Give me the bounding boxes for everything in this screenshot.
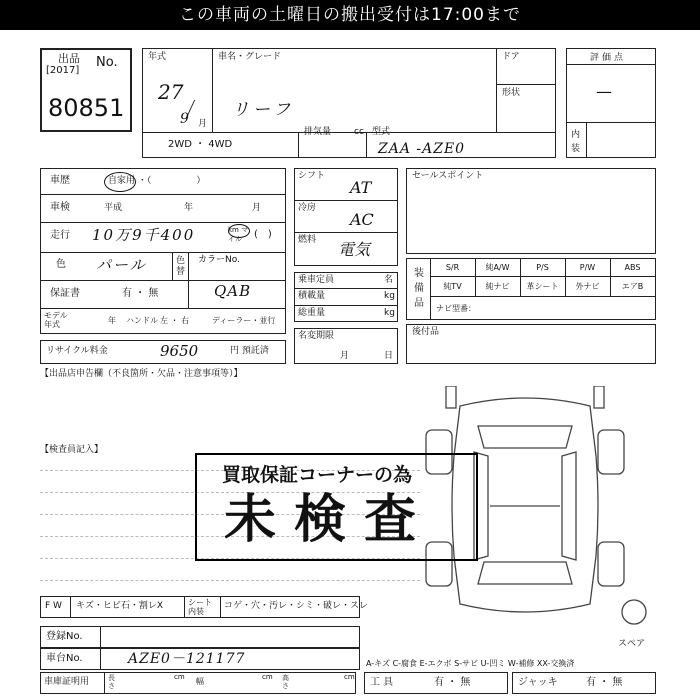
atozuke-label: 後付品 xyxy=(412,327,440,337)
shaken-paren: ( ) xyxy=(254,229,272,240)
cm-unit-2: cm xyxy=(262,673,273,681)
shift-label: シフト xyxy=(298,171,326,181)
notes-label: 【出品店申告欄（不良箇所・欠品・注意事項等）】 xyxy=(40,369,243,379)
jack-value: 有 ・ 無 xyxy=(586,677,623,688)
inspector-label: 【検査員記入】 xyxy=(40,445,104,455)
door-label: ドア xyxy=(502,52,520,62)
shadai-value: AZE0－121177 xyxy=(128,651,246,667)
equipment-item-row2-3: 外ナビ xyxy=(575,282,600,291)
shaken-label: 車検 xyxy=(50,202,70,213)
handle-label: ハンドル xyxy=(126,316,158,325)
shareki-value: 自家用 ・（ ） xyxy=(108,176,206,186)
shaken-era: 平成 xyxy=(104,203,123,213)
lot-no-label: No. xyxy=(96,55,118,70)
dealer-label: ディーラー・並行 xyxy=(212,316,276,325)
shaken-month-unit: 月 xyxy=(252,203,262,213)
nenryo-value: 電気 xyxy=(338,240,371,259)
damage-legend: A-キズ C-腐食 E-エクボ S-サビ U-凹ミ W-補修 XX-交換済 xyxy=(366,659,575,668)
reibo-label: 冷房 xyxy=(298,203,317,213)
name-label: 車名・グレード xyxy=(218,52,282,62)
recycle-label: リサイクル料金 xyxy=(46,346,108,356)
lot-year-tag: [2017] xyxy=(46,65,80,76)
jack-label: ジャッキ xyxy=(518,677,558,688)
seat-label: シート内装 xyxy=(188,598,212,616)
nenryo-label: 燃料 xyxy=(298,235,317,245)
km-circle xyxy=(228,224,250,238)
shareki-label: 車歴 xyxy=(50,175,70,186)
sekisai-label: 積載量 xyxy=(298,291,326,301)
fw-label: F W xyxy=(45,601,62,611)
equipment-item-row1-3: P/W xyxy=(579,263,596,272)
mile-label: km マイル xyxy=(228,226,249,243)
cm-unit-3: cm xyxy=(344,673,355,681)
cm-unit-1: cm xyxy=(174,673,185,681)
haikiryo-label: 排気量 xyxy=(304,127,332,137)
atozuke-box xyxy=(406,324,656,364)
naga-label: 長さ xyxy=(108,674,115,690)
katashiki-label: 型式 xyxy=(372,127,391,137)
sales-point-label: セールスポイント xyxy=(412,171,484,181)
equipment-item-row2-2: 革シート xyxy=(526,282,559,291)
recycle-value: 9650 xyxy=(160,342,199,360)
stamp-line2: 未検査 xyxy=(224,490,435,550)
handle-value: 左 ・ 右 xyxy=(160,316,190,325)
haba-label: 幅 xyxy=(196,677,204,686)
reibo-value: AC xyxy=(350,210,374,229)
equipment-item-row2-1: 純ナビ xyxy=(485,282,510,291)
shift-value: AT xyxy=(350,178,372,197)
soko-value: 10万9千400 xyxy=(92,226,196,244)
toroku-box xyxy=(40,626,360,648)
jikayo-circle xyxy=(104,172,136,192)
equipment-item-row1-1: 純A/W xyxy=(485,263,510,272)
toroku-label: 登録No. xyxy=(46,631,83,642)
equipment-item-row2-0: 純TV xyxy=(443,282,462,291)
meigi-label: 名変期限 xyxy=(298,331,335,341)
naiso-label: 内装 xyxy=(571,130,581,154)
navi-label: ナビ型番： xyxy=(436,304,476,313)
teiin-unit: 名 xyxy=(384,275,394,285)
sojuryo-unit: kg xyxy=(384,308,395,318)
sojuryo-label: 総重量 xyxy=(298,308,326,318)
meigi-month-unit: 月 xyxy=(340,351,350,361)
banner: この車両の土曜日の搬出受付は17:00まで xyxy=(0,0,700,30)
equipment-label: 装備品 xyxy=(414,268,424,309)
month-value: 9 xyxy=(180,111,189,127)
history-box xyxy=(40,168,286,334)
car-name-value: リーフ xyxy=(232,100,295,120)
hyoka-value: — xyxy=(596,82,612,101)
iro-gae-label: 色替 xyxy=(176,256,186,277)
cc-label: cc xyxy=(354,127,364,137)
year-value: 27 xyxy=(158,80,184,104)
model-label: モデル年式 xyxy=(44,311,68,329)
hosho-label: 保証書 xyxy=(50,288,80,299)
shako-label: 車庫証明用 xyxy=(44,677,90,687)
kogu-value: 有 ・ 無 xyxy=(434,677,471,688)
soko-label: 走行 xyxy=(50,230,70,241)
seat-value: コゲ・穴・汚レ・シミ・破レ・スレ xyxy=(224,601,369,611)
meigi-day-unit: 日 xyxy=(384,351,394,361)
stamp-line1: 買取保証コーナーの為 xyxy=(222,464,413,486)
equipment-item-row1-2: P/S xyxy=(536,263,549,272)
teiin-label: 乗車定員 xyxy=(298,275,335,285)
hosho-value: 有 ・ 無 xyxy=(122,288,159,299)
nenshiki-label: 年式 xyxy=(148,52,167,62)
shadai-label: 車台No. xyxy=(46,653,83,664)
keijo-label: 形状 xyxy=(502,88,521,98)
iro-value: パール xyxy=(96,256,147,274)
taka-label: 高さ xyxy=(282,674,289,690)
equipment-item-row1-4: ABS xyxy=(624,263,641,272)
model-year-unit: 年 xyxy=(108,316,116,325)
hyoka-label: 評価点 xyxy=(590,53,627,63)
color-no-value: QAB xyxy=(214,282,252,300)
sekisai-unit: kg xyxy=(384,291,395,301)
katashiki-value: ZAA -AZE0 xyxy=(378,141,466,157)
month-unit: 月 xyxy=(198,119,208,129)
shaken-year-unit: 年 xyxy=(184,203,194,213)
equipment-item-row1-0: S/R xyxy=(445,263,460,272)
spare-label: スペア xyxy=(618,639,646,649)
recycle-unit: 円 預託済 xyxy=(230,346,269,356)
equipment-item-row2-4: エアB xyxy=(621,282,644,291)
kogu-label: 工 具 xyxy=(370,677,394,688)
lot-shuppin-label: 出品 xyxy=(58,52,80,65)
lot-number: 80851 xyxy=(48,94,125,122)
lot-year-value: 2017 xyxy=(49,65,76,76)
color-no-label: カラーNo. xyxy=(198,255,240,265)
iro-label: 色 xyxy=(56,259,66,270)
fw-value: キズ・ヒビ石・割レX xyxy=(76,601,163,611)
drive-type: 2WD ・ 4WD xyxy=(168,139,233,150)
